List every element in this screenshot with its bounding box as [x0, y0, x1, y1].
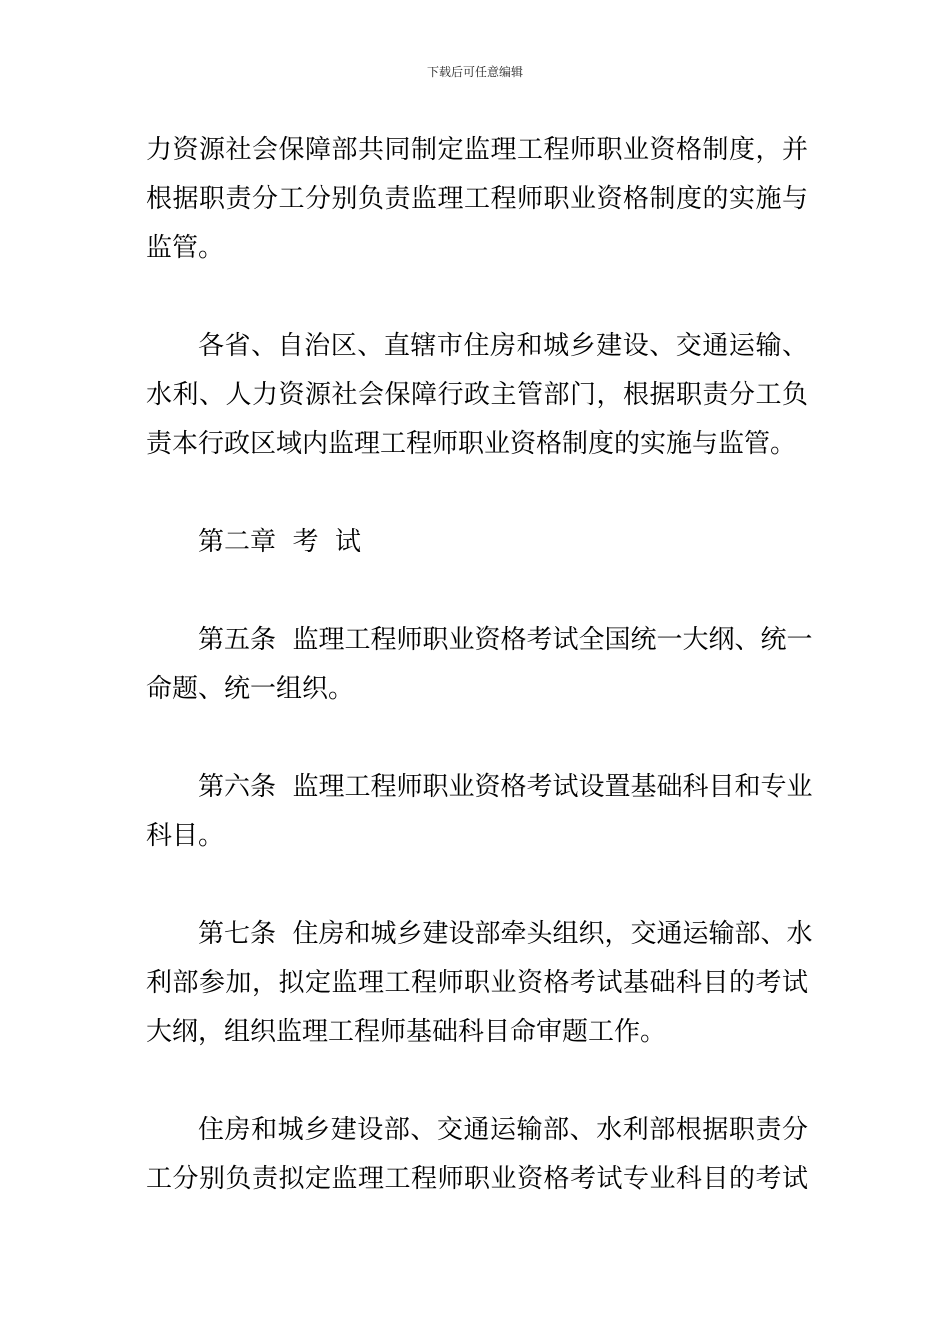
text-line: 责本行政区域内监理工程师职业资格制度的实施与监管。 [146, 429, 797, 459]
chapter-heading [146, 518, 808, 567]
chapter-title: 第二章 考 试 [198, 527, 362, 557]
text-line: 利部参加，拟定监理工程师职业资格考试基础科目的考试 [146, 968, 808, 998]
text-line: 住房和城乡建设部、交通运输部、水利部根据职责分 [198, 1115, 808, 1145]
article-6 [146, 763, 813, 861]
text-line: 科目。 [146, 821, 225, 851]
text-line: 监管。 [146, 233, 225, 263]
text-line: 力资源社会保障部共同制定监理工程师职业资格制度，并 [146, 135, 808, 165]
text-line: 命题、统一组织。 [146, 674, 355, 704]
text-line: 第五条 监理工程师职业资格考试全国统一大纲、统一 [198, 625, 813, 655]
article-5 [146, 616, 813, 714]
paragraph-last [146, 1106, 808, 1204]
text-line: 大纲，组织监理工程师基础科目命审题工作。 [146, 1017, 667, 1047]
article-7 [146, 910, 813, 1057]
text-line: 根据职责分工分别负责监理工程师职业资格制度的实施与 [146, 184, 808, 214]
text-line: 水利、人力资源社会保障行政主管部门，根据职责分工负 [146, 380, 808, 410]
text-line: 各省、自治区、直辖市住房和城乡建设、交通运输、 [198, 331, 808, 361]
paragraph-2 [146, 322, 808, 469]
text-line: 第七条 住房和城乡建设部牵头组织，交通运输部、水 [198, 919, 813, 949]
page-header: 下载后可任意编辑 [426, 65, 523, 79]
document-body [146, 126, 813, 1253]
text-line: 第六条 监理工程师职业资格考试设置基础科目和专业 [198, 772, 813, 802]
text-line: 工分别负责拟定监理工程师职业资格考试专业科目的考试 [146, 1164, 808, 1194]
paragraph-1 [146, 126, 808, 273]
